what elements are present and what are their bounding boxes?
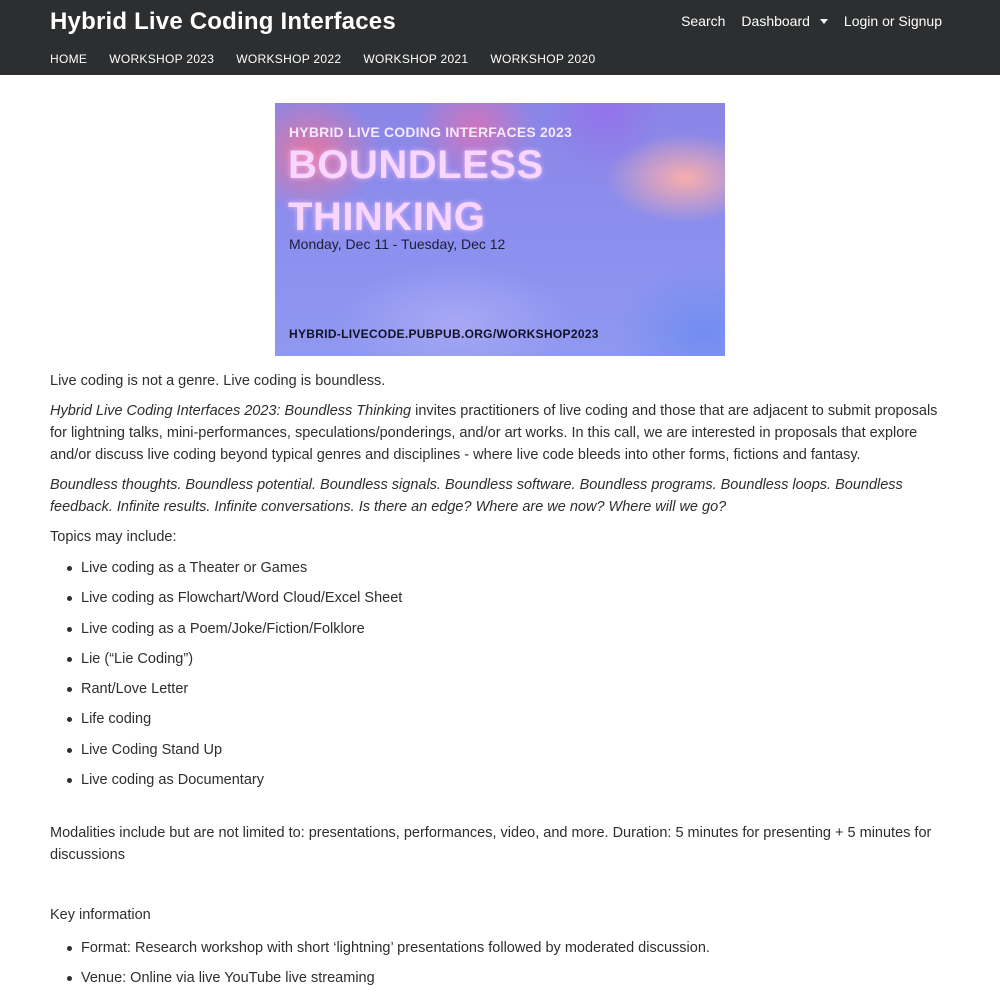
chevron-down-icon bbox=[820, 19, 828, 24]
list-item: Lie (“Lie Coding”) bbox=[81, 649, 950, 669]
dashboard-label: Dashboard bbox=[741, 13, 810, 29]
main-nav bbox=[50, 52, 617, 66]
intro-paragraph: Live coding is not a genre. Live coding is boundless. bbox=[50, 373, 386, 389]
nav-workshop-2021[interactable]: WORKSHOP 2021 bbox=[363, 52, 469, 66]
dashboard-dropdown[interactable] bbox=[741, 13, 828, 29]
workshop-banner-image bbox=[275, 103, 725, 356]
banner-headline: BOUNDLESS THINKING bbox=[288, 143, 544, 239]
list-item: Venue: Online via live YouTube live streaming bbox=[81, 968, 950, 988]
call-paragraph bbox=[50, 400, 950, 466]
topics-list bbox=[50, 558, 950, 790]
page-content bbox=[50, 103, 950, 999]
list-item: Live Coding Stand Up bbox=[81, 740, 950, 760]
nav-workshop-2020[interactable]: WORKSHOP 2020 bbox=[490, 52, 596, 66]
top-header bbox=[0, 0, 1000, 75]
list-item: Rant/Love Letter bbox=[81, 679, 950, 699]
topics-intro: Topics may include: bbox=[50, 529, 177, 545]
manifesto-paragraph: Boundless thoughts. Boundless potential. Boundless signals. Boundless software. Boundless programs. Boundless loops. Boundless feedback. Infinite results. Infinite conversations. Is there an edge? Where are we now? Where will we go? bbox=[50, 477, 903, 515]
list-item: Live coding as Flowchart/Word Cloud/Excel Sheet bbox=[81, 588, 950, 608]
login-signup-button[interactable]: Login or Signup bbox=[843, 13, 942, 29]
search-button[interactable]: Search bbox=[681, 13, 726, 29]
list-item: Live coding as a Poem/Joke/Fiction/Folklore bbox=[81, 619, 950, 639]
call-title: Hybrid Live Coding Interfaces 2023: Boundless Thinking bbox=[50, 403, 412, 419]
modalities-paragraph: Modalities include but are not limited to: presentations, performances, video, and more. Duration: 5 minutes for presenting + 5 minutes for discussions bbox=[50, 825, 932, 864]
key-info-heading: Key information bbox=[50, 907, 151, 924]
header-actions bbox=[665, 13, 942, 29]
key-info-list bbox=[50, 938, 950, 988]
call-body: invites practitioners of live coding and those that are adjacent to submit proposals for lightning talks, mini-performances, speculations/ponderings, and/or art works. In this call, we are interested in proposals that explore and/or discuss live coding beyond typical genres and disciplines - where live code bleeds into other forms, fictions and fantasy. bbox=[50, 403, 938, 463]
site-title-link[interactable]: Hybrid Live Coding Interfaces bbox=[50, 8, 396, 35]
list-item: Life coding bbox=[81, 709, 950, 729]
list-item: Live coding as a Theater or Games bbox=[81, 558, 950, 578]
banner-dates: Monday, Dec 11 - Tuesday, Dec 12 bbox=[289, 236, 506, 252]
nav-workshop-2022[interactable]: WORKSHOP 2022 bbox=[236, 52, 342, 66]
list-item: Live coding as Documentary bbox=[81, 770, 950, 790]
list-item: Format: Research workshop with short ‘lightning’ presentations followed by moderated discussion. bbox=[81, 938, 950, 958]
banner-url: HYBRID-LIVECODE.PUBPUB.ORG/WORKSHOP2023 bbox=[289, 327, 599, 341]
nav-home[interactable]: HOME bbox=[50, 52, 88, 66]
nav-workshop-2023[interactable]: WORKSHOP 2023 bbox=[109, 52, 215, 66]
banner-kicker: HYBRID LIVE CODING INTERFACES 2023 bbox=[289, 124, 572, 140]
